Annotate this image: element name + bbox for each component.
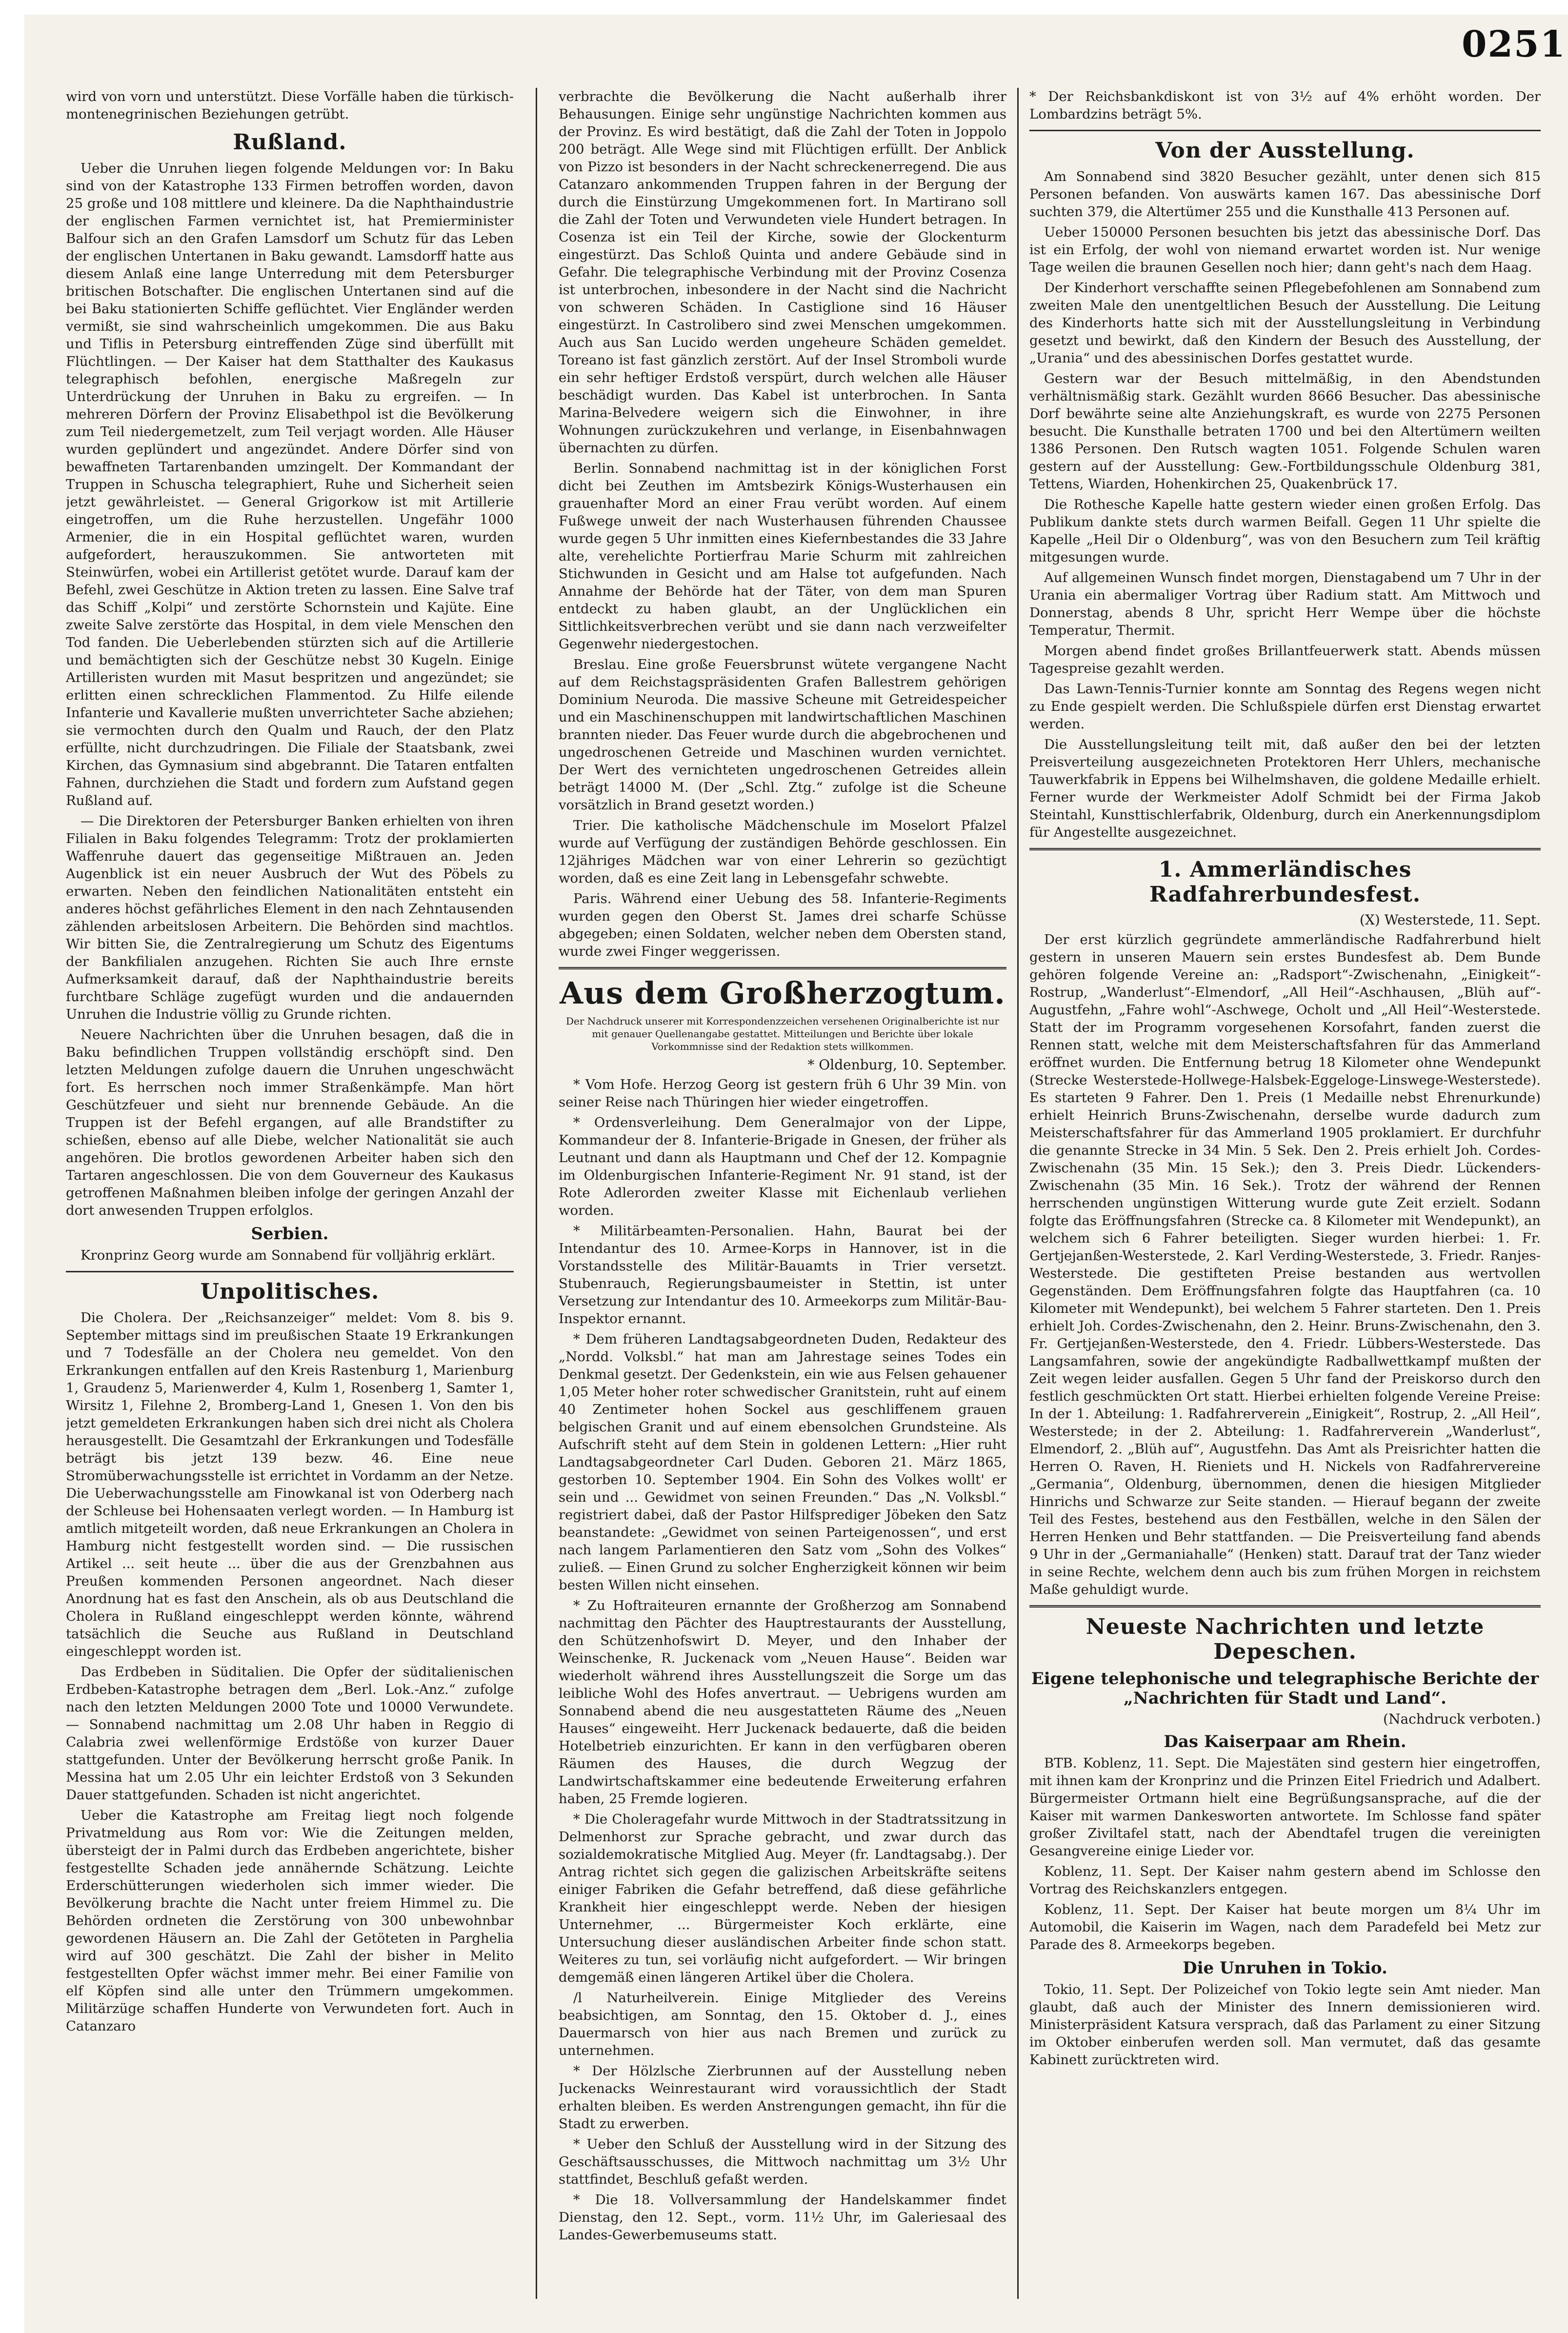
article-paragraph: — Die Direktoren der Petersburger Banken erhielten von ihren Filialen in Baku folgendes Telegramm: Trotz der proklamierten Waffenruhe dauert das gegenseitige Mißtrauen an. Jeden Augenblick ist ein neuer Ausbruch der Wut des Pöbels zu erwarten. Neben den feindlichen Nationalitäten entsteht ein anderes höchst gefährliches Element in den nach Zehntausenden zählenden arbeitslosen Arbeitern. Die Behörden sind machtlos. Wir bitten Sie, die Zentralregierung um Schutz des Eigentums der Bankfilialen anzugehen. Richten Sie auch Ihre ernste Aufmerksamkeit darauf, daß der Naphthaindustrie bereits furchtbare Schläge zugefügt wurden und die andauernden Unruhen die Industrie völlig zu Grunde richten. <box>66 813 514 1022</box>
column-right <box>1029 88 1541 2304</box>
page-number: 0251 <box>1462 23 1566 65</box>
subheading-kaiserpaar: Das Kaiserpaar am Rhein. <box>1164 1732 1407 1751</box>
article-paragraph: Am Sonnabend sind 3820 Besucher gezählt, unter denen sich 815 Personen befanden. Von auswärts kamen 167. Das abessinische Dorf suchten 379, die Altertümer 255 und die Kunsthalle 413 Personen auf. <box>1029 169 1541 220</box>
section-heading-russland: Rußland. <box>233 130 347 155</box>
section-heading-serbien: Serbien. <box>251 1224 329 1244</box>
article-paragraph: Die Rothesche Kapelle hatte gestern wieder einen großen Erfolg. Das Publikum dankte stets durch warmen Beifall. Gegen 11 Uhr spielte die Kapelle „Heil Dir o Oldenburg“, was von den Besuchern zum Teil kräftig mitgesungen wurde. <box>1029 497 1541 565</box>
reprint-note: Der Nachdruck unserer mit Korrespondenzzeichen versehenen Originalberichte ist nur mit genauer Quellenangabe gestattet. Mitteilungen und Berichte über lokale Vorkommnisse sind der Redaktion stets willkommen. <box>565 1015 1000 1052</box>
article-paragraph: Ueber die Katastrophe am Freitag liegt noch folgende Privatmeldung aus Rom vor: Wie die Zeitungen melden, übersteigt der in Palmi durch das Erdbeben angerichtete, bisher festgestellte Schaden jede annähernde Schätzung. Leichte Erderschütterungen wiederholen sich immer wieder. Die Bevölkerung brachte die Nacht unter freiem Himmel zu. Die Behörden ordneten die Zerstörung von 300 unbewohnbar gewordenen Häusern an. Die Zahl der Getöteten in Parghelia wird auf 300 geschätzt. Die Zahl der bisher in Melito festgestellten Opfer wächst immer mehr. Bei einer Familie von elf Köpfen sind alle unter den Trümmern umgekommen. Militärzüge schaffen Hunderte von Verwundeten fort. Auch in Catanzaro <box>66 1808 514 2034</box>
article-paragraph: Koblenz, 11. Sept. Der Kaiser hat beute morgen um 8¼ Uhr im Automobil, die Kaiserin im Wagen, nach dem Paradefeld bei Metz zur Parade des 8. Armeekorps begeben. <box>1029 1902 1541 1952</box>
article-paragraph: * Die Choleragefahr wurde Mittwoch in der Stadtratssitzung in Delmenhorst zur Sprache gebracht, und zwar durch das sozialdemokratische Mitglied Aug. Meyer (fr. Landtagsabg.). Der Antrag richtet sich gegen die galizischen Arbeitskräfte seitens einiger Fabriken die Gefahr betreffend, daß diese gefährliche Krankheit hier eingeschleppt werde. Neben der hiesigen Unternehmer, ... Bürgermeister Koch erklärte, eine Untersuchung dieser ausländischen Arbeiter finde schon statt. Weiteres zu tun, sei vorläufig nicht aufgefordert. — Wir bringen demgemäß einen längeren Artikel über die Cholera. <box>559 1811 1006 1985</box>
article-paragraph: Das Lawn-Tennis-Turnier konnte am Sonntag des Regens wegen nicht zu Ende gespielt werden. Die Schlußspiele dürfen erst Dienstag erwartet werden. <box>1029 681 1541 732</box>
article-paragraph: * Dem früheren Landtagsabgeordneten Duden, Redakteur des „Nordd. Volksbl.“ hat man am Jahrestage seines Todes ein Denkmal gesetzt. Der Gedenkstein, ein wie aus Felsen gehauener 1,05 Meter hoher roter schwedischer Granitstein, ruht auf einem 40 Zentimeter hohen Sockel aus geschliffenem grauen belgischen Granit und auf einem ebensolchen Grundsteine. Als Aufschrift steht auf dem Stein in goldenen Lettern: „Hier ruht Landtagsabgeordneter Carl Duden. Geboren 21. März 1865, gestorben 10. September 1904. Ein Sohn des Volkes wollt' er sein und ... Gewidmet von seinen Freunden.“ Das „N. Volksbl.“ registriert dabei, daß der Pastor Hilfsprediger Jöbeken den Satz beanstandete: „Gewidmet von seinen Parteigenossen“, und erst nach langem Parlamentieren den Satz vom „Sohn des Volkes“ zuließ. — Einen Grund zu solcher Engherzigkeit können wir beim besten Willen nicht einsehen. <box>559 1331 1006 1593</box>
article-paragraph: Gestern war der Besuch mittelmäßig, in den Abendstunden verhältnismäßig stark. Gezählt wurden 8666 Besucher. Das abessinische Dorf bewährte seine alte Anziehungskraft, es wurde von 2275 Personen besucht. Die Kunsthalle betraten 1700 und bei den Altertümern weilten 1386 Personen. Den Rutsch wagten 1051. Folgende Schulen waren gestern auf der Ausstellung: Gew.-Fortbildungsschule Oldenburg 381, Tettens, Wiarden, Hohenkirchen 25, Quakenbrück 17. <box>1029 371 1541 492</box>
article-paragraph: wird von vorn und unterstützt. Diese Vorfälle haben die türkisch-montenegrinischen Beziehungen getrübt. <box>66 89 514 122</box>
divider <box>559 967 1006 969</box>
article-paragraph: * Ordensverleihung. Dem Generalmajor von der Lippe, Kommandeur der 8. Infanterie-Brigade in Gnesen, der früher als Leutnant und dann als Hauptmann und Chef der 12. Kompagnie im Oldenburgischen Infanterie-Regiment Nr. 91 stand, ist der Rote Adlerorden zweiter Klasse mit Eichenlaub verliehen worden. <box>559 1115 1006 1218</box>
article-paragraph: verbrachte die Bevölkerung die Nacht außerhalb ihrer Behausungen. Einige sehr ungünstige Nachrichten kommen aus der Provinz. Es wird bestätigt, daß die Zahl der Toten in Joppolo 200 beträgt. Alle Wege sind mit Flüchtigen erfüllt. Der Anblick von Pizzo ist besonders in der Nacht schreckenerregend. Die aus Catanzaro ankommenden Truppen fahren in der Bergung der durch die Einstürzung Umgekommenen fort. In Martirano soll die Zahl der Toten und Verwundeten viele Hundert betragen. In Cosenza ist ein Teil der Kirche, sowie der Glockenturm eingestürzt. Das Schloß Quinta und andere Gebäude sind in Gefahr. Die telegraphische Verbindung mit der Provinz Cosenza ist unterbrochen, inbesondere in der Nacht sind die Nachricht von schweren Schäden. In Castiglione sind 16 Häuser eingestürzt. In Castrolibero sind zwei Menschen umgekommen. Auch aus San Lucido werden ungeheure Schäden gemeldet. Toreano ist fast gänzlich zerstört. Auf der Insel Stromboli wurde ein sehr heftiger Erdstoß verspürt, durch welchen alle Häuser beschädigt wurden. Das Kabel ist unterbrochen. In Santa Marina-Belvedere weigern sich die Einwohner, in ihre Wohnungen zurückzukehren und verlange, in Eisenbahnwagen übernachten zu dürfen. <box>559 89 1006 456</box>
column-left <box>66 88 514 2304</box>
article-paragraph: Das Erdbeben in Süditalien. Die Opfer der süditalienischen Erdbeben-Katastrophe betragen dem „Berl. Lok.-Anz.“ zufolge nach den letzten Meldungen 2000 Tote und 10000 Verwundete. — Sonnabend nachmittag um 2.08 Uhr haben in Reggio di Calabria zwei wellenförmige Erdstöße von kurzer Dauer stattgefunden. Unter der Bevölkerung herrscht große Panik. In Messina hat um 2.05 Uhr ein leichter Erdstoß von 3 Sekunden Dauer stattgefunden. Schaden ist nicht angerichtet. <box>66 1664 514 1803</box>
article-paragraph: Ueber die Unruhen liegen folgende Meldungen vor: In Baku sind von der Katastrophe 133 Firmen betroffen worden, davon 25 große und 108 mittlere und kleinere. Da die Naphthaindustrie der englischen Farmen vernichtet ist, hat Premierminister Balfour sich an den Grafen Lamsdorf um Schutz für das Leben der englischen Untertanen in Baku gewandt. Lamsdorff hatte aus diesem Anlaß eine lange Unterredung mit dem Petersburger britischen Botschafter. Die englischen Untertanen sind auf die bei Baku stationierten Schiffe geflüchtet. Vier Engländer werden vermißt, sie sind wahrscheinlich umgekommen. Die aus Baku und Tiflis in Petersburg eintreffenden Züge sind überfüllt mit Flüchtlingen. — Der Kaiser hat dem Statthalter des Kaukasus telegraphisch befohlen, energische Maßregeln zur Unterdrückung der Unruhen in Baku zu ergreifen. — In mehreren Dörfern der Provinz Elisabethpol ist die Bevölkerung zum Teil niedergemetzelt, zum Teil verjagt worden. Alle Häuser wurden geplündert und angezündet. Andere Dörfer sind von bewaffneten Tartarenbanden umzingelt. Der Kommandant der Truppen in Schuscha telegraphiert, Ruhe und Sicherheit seien jetzt gewährleistet. — General Grigorkow ist mit Artillerie eingetroffen, um die Ruhe herzustellen. Ungefähr 1000 Armenier, die in ein Hospital geflüchtet waren, wurden aufgefordert, herauszukommen. Sie antworteten mit Steinwürfen, wobei ein Artillerist getötet wurde. Darauf kam der Befehl, zwei Geschütze in Aktion treten zu lassen. Eine Salve traf das Schiff „Kolpi“ und zerstörte Schornstein und Kajüte. Eine zweite Salve zerstörte das Hospital, in dem viele Menschen den Tod fanden. Die Ueberlebenden stürzten sich auf die Artillerie und bemächtigten sich der Geschütze nebst 30 Kugeln. Einige Artilleristen wurden mit Masut bespritzen und angezündet; sie erlitten einen schrecklichen Flammentod. Zu Hilfe eilende Infanterie und Kavallerie mußten unverrichteter Sache abziehen; sie vermochten durch den Qualm und Rauch, der den Platz erfüllte, nicht durchzudringen. Die Filiale der Staatsbank, zwei Kirchen, das Gymnasium sind abgebrannt. Die Tataren entfalten Fahnen, durchziehen die Stadt und fordern zum Aufstand gegen Rußland auf. <box>66 161 514 808</box>
article-paragraph: Berlin. Sonnabend nachmittag ist in der königlichen Forst dicht bei Zeuthen im Amtsbezirk Königs-Wusterhausen ein grauenhafter Mord an einer Frau verübt worden. Auf einem Fußwege unweit der nach Wusterhausen führenden Chaussee wurde gegen 5 Uhr inmitten eines Kiefernbestandes die 33 Jahre alte, verehelichte Portierfrau Marie Schurm mit zahlreichen Stichwunden in Gesicht und am Halse tot aufgefunden. Nach Annahme der Behörde hat der Täter, von dem man Spuren entdeckt zu haben glaubt, an der Unglücklichen ein Sittlichkeitsverbrechen verübt und sie dann nach verzweifelter Gegenwehr niedergestochen. <box>559 461 1006 652</box>
article-paragraph: Der Kinderhort verschaffte seinen Pflegebefohlenen am Sonnabend zum zweiten Male den unentgeltlichen Besuch der Ausstellung. Die Leitung des Kinderhorts hatte sich mit der Ausstellungsleitung in Verbindung gesetzt und bewirkt, daß den Kindern der Besuch des Ausstellung, der „Urania“ und des abessinischen Dorfes gestattet wurde. <box>1029 280 1541 366</box>
article-paragraph: Koblenz, 11. Sept. Der Kaiser nahm gestern abend im Schlosse den Vortrag des Reichskanzlers entgegen. <box>1029 1864 1541 1897</box>
article-paragraph: Neuere Nachrichten über die Unruhen besagen, daß die in Baku befindlichen Truppen vollständig erschöpft sind. Den letzten Meldungen zufolge dauern die Unruhen ungeschwächt fort. Es herrschen noch immer Straßenkämpfe. Man hört Geschützfeuer und sieht nur brennende Gebäude. An die Truppen ist der Befehl ergangen, auf alle Brandstifter zu schießen, ebenso auf alle Diebe, welcher Nationalität sie auch angehören. Die brotlos gewordenen Arbeiter haben sich den Tartaren angeschlossen. Die von dem Gouverneur des Kaukasus getroffenen Maßnahmen bleiben infolge der geringen Anzahl der dort anwesenden Truppen erfolglos. <box>66 1027 514 1218</box>
article-paragraph: * Ueber den Schluß der Ausstellung wird in der Sitzung des Geschäftsausschusses, die Mittwoch nachmittag um 3½ Uhr stattfindet, Beschluß gefaßt werden. <box>559 2136 1006 2187</box>
article-paragraph: * Vom Hofe. Herzog Georg ist gestern früh 6 Uhr 39 Min. von seiner Reise nach Thüringen hier wieder eingetroffen. <box>559 1077 1006 1110</box>
article-paragraph: * Militärbeamten-Personalien. Hahn, Baurat bei der Intendantur des 10. Armee-Korps in Hannover, ist in die Vorstandsstelle des Militär-Bauamts in Trier versetzt. Stubenrauch, Regierungsbaumeister in Stettin, ist unter Versetzung zur Intendantur des 10. Armeekorps zum Militär-Bau-Inspektor ernannt. <box>559 1223 1006 1327</box>
reprint-note: (Nachdruck verboten.) <box>1383 1711 1541 1727</box>
article-paragraph: Morgen abend findet großes Brillantfeuerwerk statt. Abends müssen Tagespreise gezahlt werden. <box>1029 643 1541 676</box>
section-heading-radfahrerbundesfest: 1. Ammerländisches Radfahrerbundesfest. <box>1149 857 1421 907</box>
article-paragraph: Die Cholera. Der „Reichsanzeiger“ meldet: Vom 8. bis 9. September mittags sind im preußischen Staate 19 Erkrankungen und 7 Todesfälle an der Cholera neu gemeldet. Von den Erkrankungen entfallen auf den Kreis Rastenburg 1, Marienburg 1, Graudenz 5, Marienwerder 4, Kulm 1, Rosenberg 1, Samter 1, Wirsitz 1, Filehne 2, Bromberg-Land 1, Gnesen 1. Von den bis jetzt gemeldeten Erkrankungen haben sich drei nicht als Cholera herausgestellt. Die Gesamtzahl der Erkrankungen und Todesfälle beträgt bis jetzt 139 bezw. 46. Eine neue Stromüberwachungsstelle ist errichtet in Vordamm an der Netze. Die Ueberwachungsstelle am Finowkanal ist von Oderberg nach der Schleuse bei Hohensaaten verlegt worden. — In Hamburg ist amtlich mitgeteilt worden, daß neue Erkrankungen an Cholera in Hamburg nicht festgestellt worden sind. — Die russischen Artikel ... seit heute ... über die aus der Grenzbahnen aus Preußen kommenden Personen angeordnet. Nach dieser Anordnung hat es fast den Anschein, als ob aus Deutschland die Cholera in Rußland eingeschleppt werden könnte, während tatsächlich die Seuche aus Rußland in Deutschland eingeschleppt worden ist. <box>66 1310 514 1659</box>
column-rule <box>536 88 537 2299</box>
subheading-tokio: Die Unruhen in Tokio. <box>1183 1958 1387 1978</box>
article-paragraph: Auf allgemeinen Wunsch findet morgen, Dienstagabend um 7 Uhr in der Urania ein abermaliger Vortrag über Radium statt. Am Mittwoch und Donnerstag, abends 8 Uhr, spricht Herr Wempe über die höchste Temperatur, Thermit. <box>1029 570 1541 638</box>
section-heading-unpolitisches: Unpolitisches. <box>200 1279 380 1304</box>
divider <box>1029 848 1541 850</box>
section-heading-grossherzogtum: Aus dem Großherzogtum. <box>560 975 1005 1011</box>
section-heading-ausstellung: Von der Ausstellung. <box>1155 138 1415 163</box>
article-paragraph: * Zu Hoftraiteuren ernannte der Großherzog am Sonnabend nachmittag den Pächter des Hauptrestaurants der Ausstellung, den Schützenhofswirt D. Meyer, und den Inhaber der Weinschenke, R. Juckenack vom „Neuen Hause“. Beiden war wiederholt während ihres Ausstellungszeit die Sorge um das leibliche Wohl des Hofes anvertraut. — Uebrigens wurden am Sonnabend abend die neu ausgestatteten Räume des „Neuen Hauses“ eingeweiht. Herr Juckenack bedauerte, daß die beiden Hotelbetrieb einzurichten. Er kann in den verfügbaren oberen Räumen des Hauses, die durch Wegzug der Landwirtschaftskammer eine bedeutende Erweiterung erfahren haben, 25 Fremde logieren. <box>559 1598 1006 1807</box>
article-paragraph: Der erst kürzlich gegründete ammerländische Radfahrerbund hielt gestern in unseren Mauern sein erstes Bundesfest ab. Dem Bunde gehören folgende Vereine an: „Radsport“-Zwischenahn, „Einigkeit“-Rostrup, „Wanderlust“-Elmendorf, „All Heil“-Aschhausen, „Blüh auf“-Augustfehn, „Fahre wohl“-Aschwege, Ocholt und „All Heil“-Westerstede. Statt der im Programm vorgesehenen Korsofahrt, fanden zuerst die Rennen statt, welche mit dem Meisterschaftsfahren für das Ammerland eröffnet wurden. Die Entfernung betrug 18 Kilometer ohne Wendepunkt (Strecke Westerstede-Hollwege-Halsbek-Eggeloge-Linswege-Westerstede). Es starteten 9 Fahrer. Den 1. Preis (1 Medaille nebst Ehrenurkunde) erhielt Heinrich Bruns-Zwischenahn, derselbe wurde dadurch zum Meisterschaftsfahrer für das Ammerland 1905 proklamiert. Er durchfuhr die genannte Strecke in 34 Min. 5 Sek. Den 2. Preis erhielt Joh. Cordes-Zwischenahn (35 Min. 15 Sek.); den 3. Preis Diedr. Lückenders-Zwischenahn (35 Min. 16 Sek.). Trotz der während der Rennen herrschenden ungünstigen Witterung wurde gute Zeit erzielt. Sodann folgte das Eröffnungsfahren (Strecke ca. 8 Kilometer mit Wendepunkt), an welchem sich 6 Fahrer beteiligten. Sieger wurden hierbei: 1. Fr. Gertjejanßen-Westerstede, 2. Karl Verding-Westerstede, 3. Friedr. Ranjes-Westerstede. Die gestifteten Preise bestanden aus wertvollen Gegenständen. Dem Eröffnungsfahren folgte das Hauptfahren (ca. 10 Kilometer mit Wendepunkt), bei welchem 5 Fahrer starteten. Den 1. Preis erhielt Joh. Cordes-Zwischenahn, den 2. Heinr. Bruns-Zwischenahn, den 3. Fr. Gertjejanßen-Westerstede, den 4. Friedr. Lübbers-Westerstede. Das Langsamfahren, sowie der angekündigte Radballwettkampf mußten der Zeit wegen leider ausfallen. Gegen 5 Uhr fand der Preiskorso durch den festlich geschmückten Ort statt. Hierbei erhielten folgende Vereine Preise: In der 1. Abteilung: 1. Radfahrerverein „Einigkeit“, Rostrup, 2. „All Heil“, Westerstede; in der 2. Abteilung: 1. Radfahrerverein „Wanderlust“, Elmendorf, 2. „Blüh auf“, Augustfehn. Das Amt als Preisrichter hatten die Herren O. Raven, H. Rieniets und H. Nickels von Radfahrervereine „Germania“, Oldenburg, übernommen, denen die hiesigen Mitglieder Hinrichs und Schwarze zur Seite standen. — Hierauf begann der zweite Teil des Festes, bestehend aus den Festbällen, welche in den Sälen der Herren Henken und Behr stattfanden. — Die Preisverteilung fand abends 9 Uhr in der „Germaniahalle“ (Henken) statt. Darauf trat der Tanz wieder in seine Rechte, welchem denn auch bis zum frühen Morgen in reichstem Maße gehuldigt wurde. <box>1029 932 1541 1597</box>
article-paragraph: Breslau. Eine große Feuersbrunst wütete vergangene Nacht auf dem Reichstagspräsidenten Grafen Ballestrem gehörigen Dominium Neuroda. Die massive Scheune mit Getreidespeicher und ein Maschinenschuppen mit landwirtschaftlichen Maschinen brannten nieder. Das Feuer wurde durch die abgebrochenen und ungedroschenen Getreide und Maschinen wurden vernichtet. Der Wert des vernichteten ungedroschenen Getreides allein beträgt 14000 M. (Der „Schl. Ztg.“ zufolge ist die Scheune vorsätzlich in Brand gesetzt worden.) <box>559 657 1006 813</box>
article-paragraph: * Der Reichsbankdiskont ist von 3½ auf 4% erhöht worden. Der Lombardzins beträgt 5%. <box>1029 89 1541 122</box>
article-paragraph: BTB. Koblenz, 11. Sept. Die Majestäten sind gestern hier eingetroffen, mit ihnen kam der Kronprinz und die Prinzen Eitel Friedrich und Adalbert. Bürgermeister Ortmann hielt eine Begrüßungsansprache, auf die der Kaiser mit warmen Dankesworten antwortete. Im Schlosse fand später großer Ziviltafel statt, nach der Abendtafel trugen die vereinigten Gesangvereine einige Lieder vor. <box>1029 1755 1541 1859</box>
article-paragraph: Paris. Während einer Uebung des 58. Infanterie-Regiments wurden gegen den Oberst St. James drei scharfe Schüsse abgegeben; einen Soldaten, welcher neben dem Obersten stand, wurde zwei Finger weggerissen. <box>559 891 1006 959</box>
article-paragraph: Tokio, 11. Sept. Der Polizeichef von Tokio legte sein Amt nieder. Man glaubt, daß auch der Minister des Innern demissionieren wird. Ministerpräsident Katsura versprach, daß das Parlament zu einer Sitzung im Oktober einberufen werden soll. Man vermutet, daß das gesamte Kabinett zurücktreten wird. <box>1029 1982 1541 2068</box>
divider <box>1029 1605 1541 1608</box>
article-paragraph: Kronprinz Georg wurde am Sonnabend für volljährig erklärt. <box>80 1247 496 1263</box>
section-heading-neueste-nachrichten: Neueste Nachrichten und letzte Depeschen. <box>1086 1614 1485 1664</box>
article-paragraph: /l Naturheilverein. Einige Mitglieder des Vereins beabsichtigen, am Sonntag, den 15. Oktober d. J., eines Dauermarsch von hier aus nach Bremen und zurück zu unternehmen. <box>559 1990 1006 2058</box>
article-paragraph: Die Ausstellungsleitung teilt mit, daß außer den bei der letzten Preisverteilung ausgezeichneten Protektoren Herr Uhlers, mechanische Tauwerkfabrik in Eppens bei Wilhelmshaven, die goldene Medaille erhielt. Ferner wurde der Werkmeister Adolf Schmidt bei der Firma Jakob Steintahl, Kunsttischlerfabrik, Oldenburg, durch ein Anerkennungsdiplom für Angestellte ausgezeichnet. <box>1029 737 1541 840</box>
article-paragraph: Trier. Die katholische Mädchenschule im Moselort Pfalzel wurde auf Verfügung der zuständigen Behörde geschlossen. Ein 12jähriges Mädchen war von einer Lehrerin so gezüchtigt worden, daß es eine Zeit lang in Lebensgefahr schwebte. <box>559 818 1006 886</box>
article-paragraph: * Der Hölzlsche Zierbrunnen auf der Ausstellung neben Juckenacks Weinrestaurant wird voraussichtlich der Stadt erhalten bleiben. Es werden Anstrengungen gemacht, ihn für die Stadt zu erwerben. <box>559 2063 1006 2132</box>
column-rule <box>1017 88 1019 2299</box>
dateline: (X) Westerstede, 11. Sept. <box>1359 912 1541 928</box>
divider <box>1029 130 1541 131</box>
section-subheading: Eigene telephonische und telegraphische Berichte der „Nachrichten für Stadt und Land“. <box>1031 1669 1539 1708</box>
dateline: * Oldenburg, 10. September. <box>807 1057 1006 1073</box>
column-middle <box>559 88 1006 2304</box>
article-paragraph: * Die 18. Vollversammlung der Handelskammer findet Dienstag, den 12. Sept., vorm. 11½ Uhr, im Galeriesaal des Landes-Gewerbemuseums statt. <box>559 2192 1006 2243</box>
divider <box>66 1271 514 1272</box>
article-paragraph: Ueber 150000 Personen besuchten bis jetzt das abessinische Dorf. Das ist ein Erfolg, der wohl von niemand erwartet worden ist. Nur wenige Tage weilen die braunen Gesellen noch hier; dann geht's nach dem Haag. <box>1029 224 1541 275</box>
newspaper-page <box>24 15 1568 2333</box>
